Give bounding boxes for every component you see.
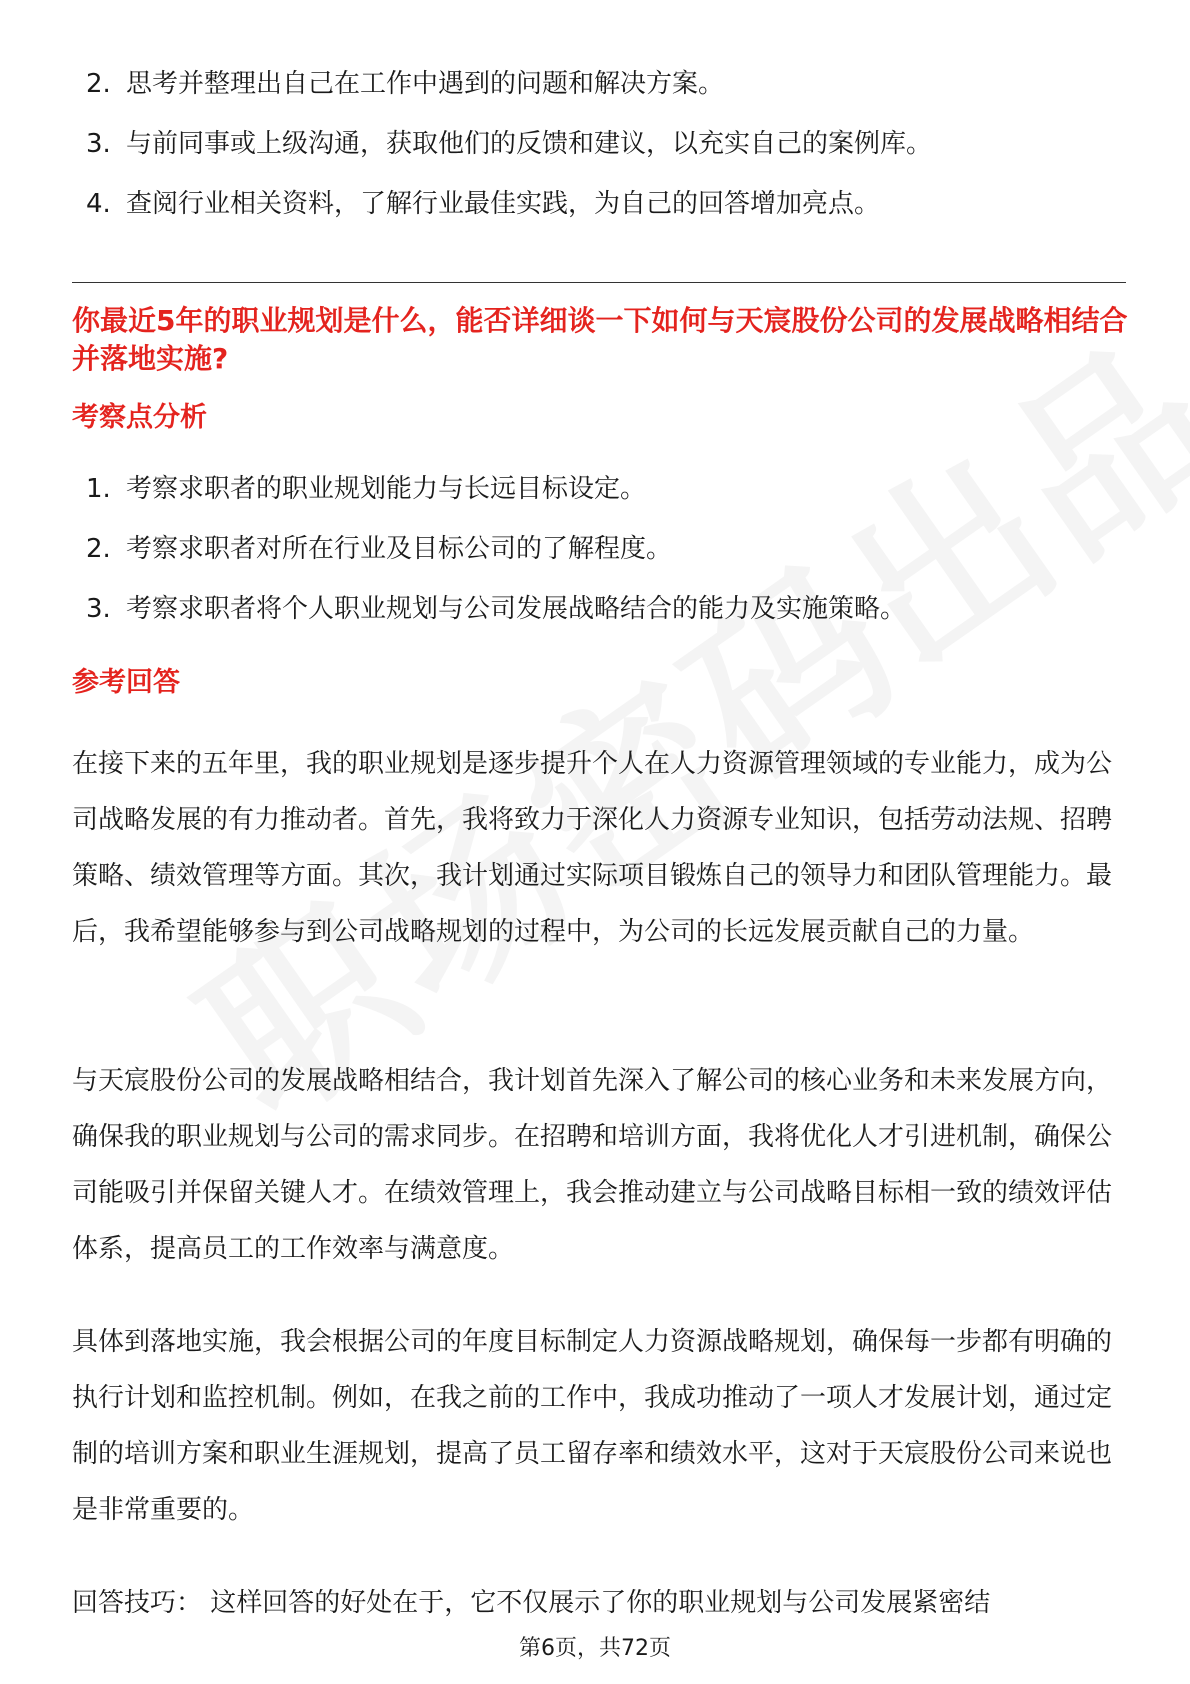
interview-question: 你最近5年的职业规划是什么，能否详细谈一下如何与天宸股份公司的发展战略相结合并落地实施? — [72, 304, 1128, 375]
page-number-footer: 第6页，共72页 — [519, 1636, 671, 1661]
list-item-number: 2. — [86, 534, 111, 564]
preparation-list — [86, 64, 932, 244]
list-item-text: 考察求职者对所在行业及目标公司的了解程度。 — [126, 534, 673, 564]
list-item — [86, 529, 906, 569]
list-item — [86, 469, 906, 509]
list-item — [86, 184, 932, 224]
answer-paragraph: 在接下来的五年里，我的职业规划是逐步提升个人在人力资源管理领域的专业能力，成为公司战略发展的有力推动者。首先，我将致力于深化人力资源专业知识，包括劳动法规、招聘策略、绩效管理等方面。其次，我计划通过实际项目锻炼自己的领导力和团队管理能力。最后，我希望能够参与到公司战略规划的过程中，为公司的长远发展贡献自己的力量。 — [72, 749, 1113, 947]
section-divider — [72, 282, 1126, 283]
analysis-heading: 考察点分析 — [72, 402, 207, 433]
list-item-number: 3. — [86, 129, 111, 159]
analysis-list — [86, 469, 906, 649]
answer-paragraph: 与天宸股份公司的发展战略相结合，我计划首先深入了解公司的核心业务和未来发展方向，确保我的职业规划与公司的需求同步。在招聘和培训方面，我将优化人才引进机制，确保公司能吸引并保留关键人才。在绩效管理上，我会推动建立与公司战略目标相一致的绩效评估体系，提高员工的工作效率与满意度。 — [72, 1066, 1113, 1264]
answer-heading: 参考回答 — [72, 667, 180, 698]
list-item-text: 考察求职者将个人职业规划与公司发展战略结合的能力及实施策略。 — [126, 594, 907, 624]
answer-tip-paragraph: 回答技巧： 这样回答的好处在于，它不仅展示了你的职业规划与公司发展紧密结 — [72, 1588, 991, 1618]
list-item-number: 1. — [86, 474, 111, 504]
list-item-text: 查阅行业相关资料，了解行业最佳实践，为自己的回答增加亮点。 — [126, 189, 881, 219]
list-item — [86, 124, 932, 164]
list-item-number: 3. — [86, 594, 111, 624]
list-item — [86, 64, 932, 104]
list-item-text: 考察求职者的职业规划能力与长远目标设定。 — [126, 474, 647, 504]
answer-paragraph: 具体到落地实施，我会根据公司的年度目标制定人力资源战略规划，确保每一步都有明确的执行计划和监控机制。例如，在我之前的工作中，我成功推动了一项人才发展计划，通过定制的培训方案和职业生涯规划，提高了员工留存率和绩效水平，这对于天宸股份公司来说也是非常重要的。 — [72, 1327, 1113, 1525]
list-item-text: 与前同事或上级沟通，获取他们的反馈和建议，以充实自己的案例库。 — [126, 129, 933, 159]
list-item-number: 4. — [86, 189, 111, 219]
list-item — [86, 589, 906, 629]
list-item-text: 思考并整理出自己在工作中遇到的问题和解决方案。 — [126, 69, 725, 99]
list-item-number: 2. — [86, 69, 111, 99]
